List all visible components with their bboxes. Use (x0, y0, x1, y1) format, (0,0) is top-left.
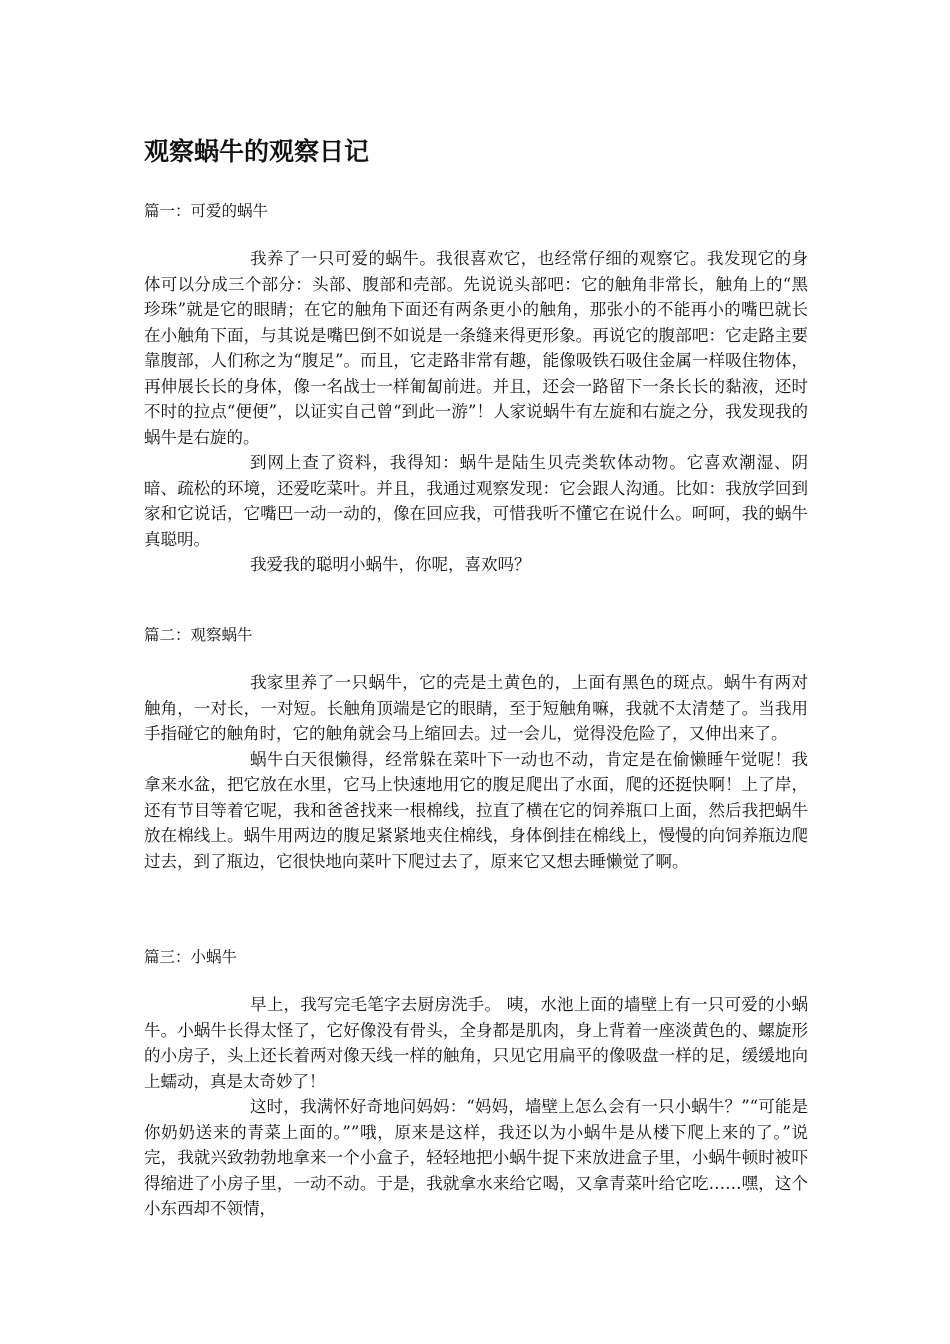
section-body (144, 246, 808, 578)
section-heading: 篇一：可爱的蜗牛 (144, 202, 269, 220)
section-heading: 篇三：小蜗牛 (144, 948, 238, 966)
section-1 (144, 199, 808, 578)
paragraph: 早上，我写完毛笔字去厨房洗手。 咦，水池上面的墙壁上有一只可爱的小蜗牛。小蜗牛长得太怪了，它好像没有骨头，全身都是肌肉，身上背着一座淡黄色的、螺旋形的小房子，头上还长着两对像天线一样的触角，只见它用扁平的像吸盘一样的足，缓缓地向上蠕动，真是太奇妙了！ (144, 995, 808, 1091)
paragraph: 到网上查了资料，我得知：蜗牛是陆生贝壳类软体动物。它喜欢潮湿、阴暗、疏松的环境，还爱吃菜叶。并且，我通过观察发现：它会跟人沟通。比如：我放学回到家和它说话，它嘴巴一动一动的，像在回应我，可惜我听不懂它在说什么。呵呵，我的蜗牛真聪明。 (144, 453, 808, 549)
section-body (144, 992, 808, 1222)
paragraph: 蜗牛白天很懒得，经常躲在菜叶下一动也不动，肯定是在偷懒睡午觉呢！我拿来水盆，把它放在水里，它马上快速地用它的腹足爬出了水面，爬的还挺快啊！上了岸，还有节目等着它呢，我和爸爸找来一根棉线，拉直了横在它的饲养瓶口上面，然后我把蜗牛放在棉线上。蜗牛用两边的腹足紧紧地夹住棉线，身体倒挂在棉线上，慢慢的向饲养瓶边爬过去，到了瓶边，它很快地向菜叶下爬过去了，原来它又想去睡懒觉了啊。 (144, 749, 808, 871)
section-heading: 篇二：观察蜗牛 (144, 626, 253, 644)
paragraph: 我养了一只可爱的蜗牛。我很喜欢它，也经常仔细的观察它。我发现它的身体可以分成三个部分：头部、腹部和壳部。先说说头部吧：它的触角非常长，触角上的“黑珍珠”就是它的眼睛；在它的触角下面还有两条更小的触角，那张小的不能再小的嘴巴就长在小触角下面，与其说是嘴巴倒不如说是一条缝来得更形象。再说它的腹部吧：它走路主要靠腹部，人们称之为“腹足”。而且，它走路非常有趣，能像吸铁石吸住金属一样吸住物体，再伸展长长的身体，像一名战士一样匍匐前进。并且，还会一路留下一条长长的黏液，还时不时的拉点“便便”，以证实自己曾“到此一游”！人家说蜗牛有左旋和右旋之分，我发现我的蜗牛是右旋的。 (144, 249, 808, 447)
document-title: 观察蜗牛的观察日记 (144, 137, 370, 166)
section-3 (144, 945, 808, 1222)
paragraph: 这时，我满怀好奇地问妈妈：“妈妈，墙壁上怎么会有一只小蜗牛？”“可能是你奶奶送来的青菜上面的。””哦，原来是这样，我还以为小蜗牛是从楼下爬上来的了。”说完，我就兴致勃勃地拿来一个小盒子，轻轻地把小蜗牛捉下来放进盒子里，小蜗牛顿时被吓得缩进了小房子里，一动不动。于是，我就拿水来给它喝，又拿青菜叶给它吃……嘿，这个小东西却不领情， (144, 1097, 808, 1218)
section-body (144, 670, 808, 874)
paragraph: 我爱我的聪明小蜗牛，你呢，喜欢吗？ (250, 555, 531, 574)
section-2 (144, 623, 808, 874)
paragraph: 我家里养了一只蜗牛，它的壳是土黄色的，上面有黑色的斑点。蜗牛有两对触角，一对长，一对短。长触角顶端是它的眼睛，至于短触角嘛，我就不太清楚了。当我用手指碰它的触角时，它的触角就会马上缩回去。过一会儿，觉得没危险了，又伸出来了。 (144, 673, 808, 743)
